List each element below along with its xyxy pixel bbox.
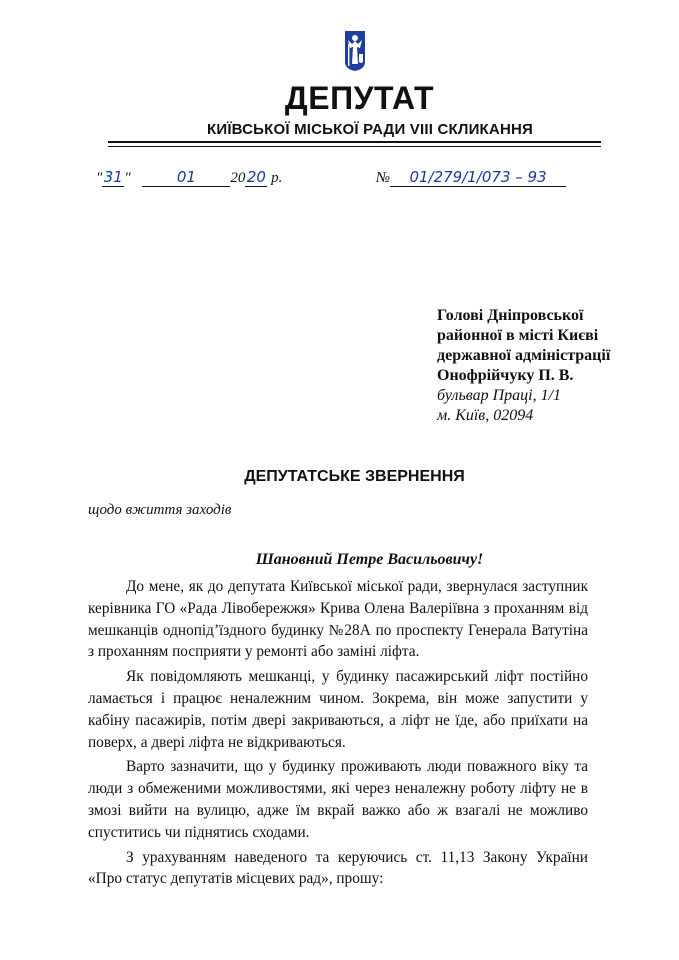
trident-angel-emblem-icon	[344, 30, 366, 72]
addressee-line: Голові Дніпровської	[437, 307, 584, 324]
addressee-name: Онофрійчуку П. В.	[437, 367, 574, 384]
body-paragraph: Варто зазначити, що у будинку проживають люди поважного віку та люди з обмеженими можливостями, які через неналежну роботу ліфту не в змозі вийти на вулицю, адже їм вкрай важко або ж взагалі не можливо спуститись чи піднятись сходами.	[88, 758, 588, 841]
date-year-suffix: 20	[246, 168, 266, 186]
header-rule-thin	[108, 146, 601, 147]
date-year-unit: р.	[271, 170, 283, 186]
date-year-prefix: 20	[230, 170, 246, 186]
addressee-line: державної адміністрації	[437, 347, 611, 364]
number-label: №	[375, 170, 391, 186]
body-paragraph: Як повідомляють мешканці, у будинку пасажирський ліфт постійно ламається і працює неналежним чином. Зокрема, він може запустити у кабіну пасажирів, потім двері закриваються, а ліфт не їде, або приїхати на поверх, а двері ліфта не відкриваються.	[88, 668, 588, 751]
document-title: ДЕПУТАТСЬКЕ ЗВЕРНЕННЯ	[244, 468, 465, 485]
body-paragraph: З урахуванням наведеного та керуючись ст. 11,13 Закону України «Про статус депутатів місцевих рад», прошу:	[88, 848, 588, 888]
letter-body	[88, 576, 588, 893]
salutation: Шановний Петре Васильовичу!	[255, 551, 484, 568]
outgoing-number: 01/279/1/073 – 93	[390, 168, 566, 187]
header-rule-thick	[108, 141, 601, 143]
document-subject: щодо вжиття заходів	[88, 502, 232, 518]
header-subtitle: КИЇВСЬКОЇ МІСЬКОЇ РАДИ VIII СКЛИКАННЯ	[207, 121, 533, 138]
date-month: 01	[142, 168, 230, 187]
date-quote-open: "	[96, 170, 103, 186]
dateline	[96, 168, 596, 192]
date-quote-close: "	[124, 170, 131, 186]
body-paragraph: До мене, як до депутата Київської міської ради, звернулася заступник керівника ГО «Рада Лівобережжя» Крива Олена Валеріївна з проханням від мешканців однопід’їздного будинку №28А по проспекту Генерала Ватутіна з проханням посприяти у ремонті або заміні ліфта.	[88, 578, 588, 661]
addressee-street: бульвар Праці, 1/1	[437, 387, 562, 404]
addressee-city: м. Київ, 02094	[437, 407, 534, 424]
addressee-block	[437, 306, 667, 426]
addressee-line: районної в місті Києві	[437, 327, 599, 344]
date-day: 31	[103, 168, 123, 186]
header-title: ДЕПУТАТ	[284, 80, 435, 116]
